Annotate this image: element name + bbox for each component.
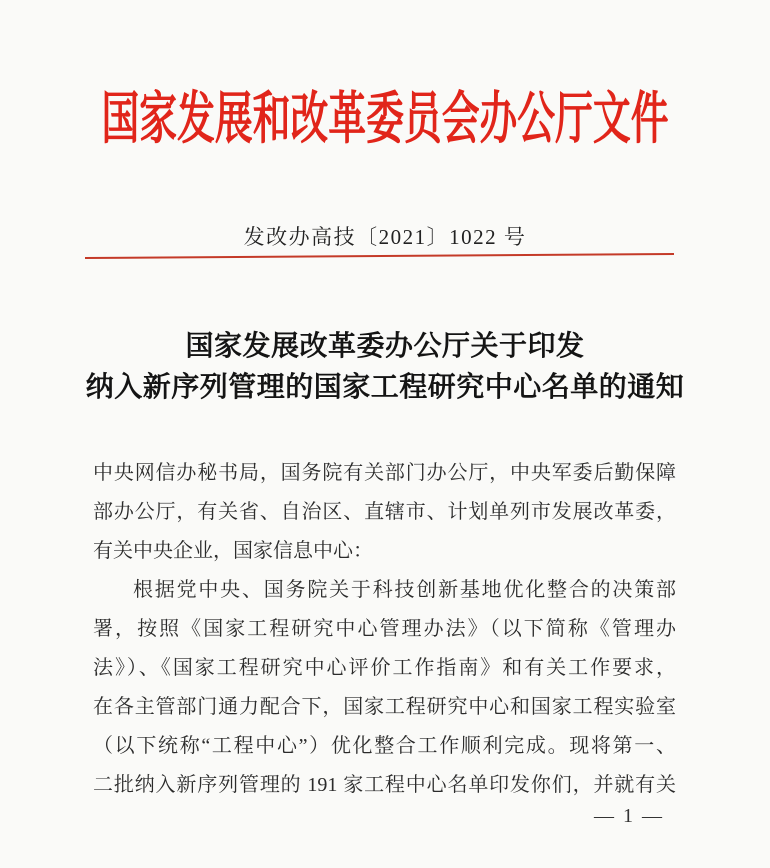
document-header-title: 国家发展和改革委员会办公厅文件 xyxy=(101,89,669,151)
document-header xyxy=(0,89,770,157)
notice-title xyxy=(0,326,770,408)
body-line: 法》）、《国家工程研究中心评价工作指南》和有关工作要求， xyxy=(93,657,676,679)
body-line: 部办公厅，有关省、自治区、直辖市、计划单列市发展改革委， xyxy=(93,501,676,523)
body-line: 中央网信办秘书局，国务院有关部门办公厅，中央军委后勤保障 xyxy=(93,462,676,484)
document-number: 发改办高技〔2021〕1022 号 xyxy=(243,225,527,249)
body-line: 署，按照《国家工程研究中心管理办法》（以下简称《管理办 xyxy=(93,618,676,640)
body-line: 根据党中央、国务院关于科技创新基地优化整合的决策部 xyxy=(133,579,676,601)
body-line: 有关中央企业，国家信息中心： xyxy=(93,540,373,562)
page-number: — 1 — xyxy=(594,805,664,827)
body-line: 在各主管部门通力配合下，国家工程研究中心和国家工程实验室 xyxy=(93,696,676,718)
body-line: 二批纳入新序列管理的 191 家工程中心名单印发你们，并就有关 xyxy=(93,774,676,796)
body-text xyxy=(93,454,676,805)
red-divider-line xyxy=(85,253,674,259)
notice-title-line1: 国家发展改革委办公厅关于印发 xyxy=(185,331,585,362)
notice-title-line2: 纳入新序列管理的国家工程研究中心名单的通知 xyxy=(85,372,685,403)
body-line: （以下统称“工程中心”）优化整合工作顺利完成。现将第一、 xyxy=(93,735,676,757)
